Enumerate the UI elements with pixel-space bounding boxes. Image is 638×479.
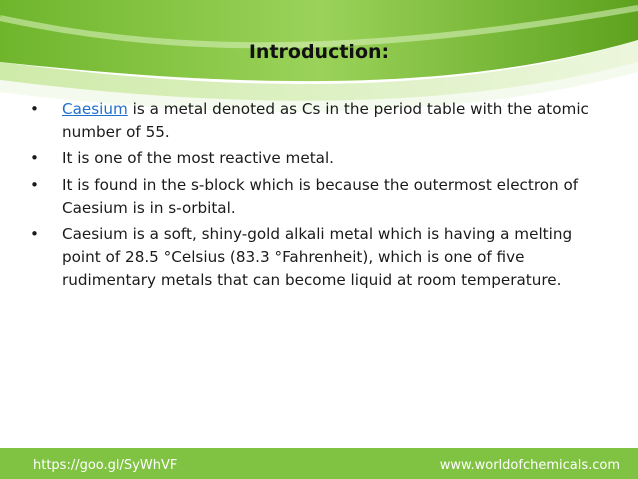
- bullet-item: [30, 147, 605, 170]
- bullet-marker: •: [30, 100, 39, 118]
- bullet-list: [30, 98, 605, 296]
- bullet-text: Caesium is a soft, shiny-gold alkali metal which is having a melting point of 28.5 °Celsius (83.3 °Fahrenheit), which is one of five rudimentary metals that can become liquid at room temperature.: [62, 225, 573, 290]
- footer-website-link[interactable]: www.worldofchemicals.com: [439, 458, 620, 473]
- bullet-marker: •: [30, 175, 39, 194]
- bullet-item: [30, 223, 605, 293]
- bullet-text: It is found in the s-block which is because the outermost electron of Caesium is in s-orbital.: [62, 175, 579, 217]
- slide-title: Introduction:: [248, 41, 390, 63]
- footer-source-link[interactable]: https://goo.gl/SyWhVF: [33, 458, 178, 473]
- caesium-link[interactable]: Caesium: [62, 100, 128, 118]
- bullet-text: It is one of the most reactive metal.: [62, 149, 335, 168]
- bullet-text: is a metal denoted as Cs in the period table with the atomic number of 55.: [62, 100, 589, 142]
- bullet-marker: •: [30, 225, 39, 244]
- bullet-marker: •: [30, 149, 39, 168]
- bullet-item: [30, 98, 605, 144]
- bullet-item: [30, 174, 605, 220]
